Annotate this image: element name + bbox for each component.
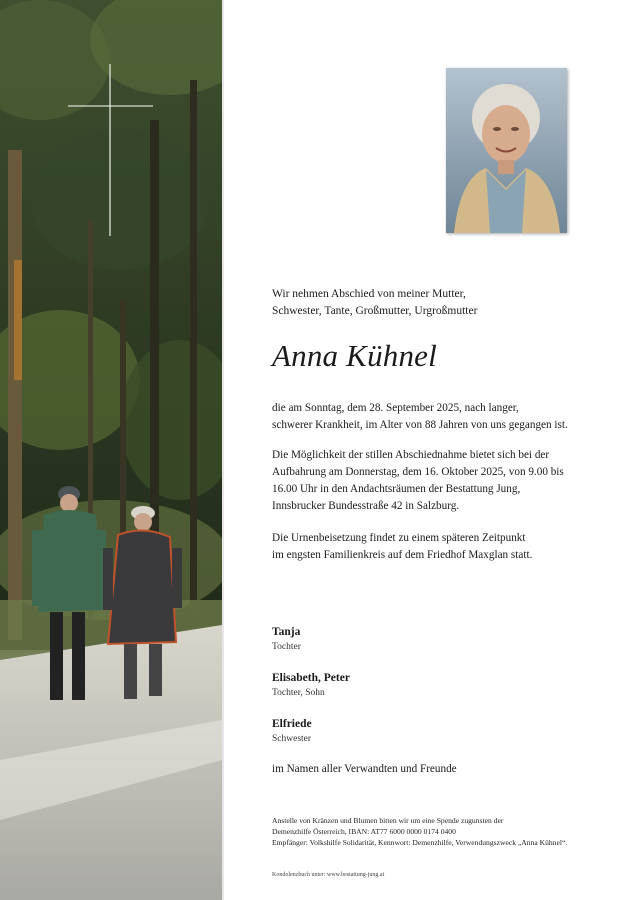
signer-name: Tanja [272, 626, 301, 638]
forest-path-photo [0, 0, 222, 900]
donation-line-2: Demenzhilfe Österreich, IBAN: AT77 6000 0000 0174 0400 [272, 827, 456, 836]
intro-text [272, 286, 477, 320]
signer-name: Elisabeth, Peter [272, 672, 350, 684]
intro-line-2: Schwester, Tante, Großmutter, Urgroßmutter [272, 305, 478, 317]
burial-notice-line-2: im engsten Familienkreis auf dem Friedhof Maxglan statt. [272, 549, 533, 561]
viewing-notice-line-4: Innsbrucker Bundesstraße 42 in Salzburg. [272, 500, 460, 512]
death-notice-line-1: die am Sonntag, dem 28. September 2025, nach langer, [272, 402, 519, 414]
death-notice [272, 400, 602, 434]
portrait-illustration [446, 68, 567, 233]
panel-divider [222, 0, 224, 900]
signer-relation: Tochter, Sohn [272, 688, 325, 698]
donation-line-3: Empfänger: Volkshilfe Solidarität, Kennwort: Demenzhilfe, Verwendungszweck „Anna Kühnel“. [272, 838, 568, 847]
viewing-notice [272, 447, 602, 515]
death-notice-line-2: schwerer Krankheit, im Alter von 88 Jahren von uns gegangen ist. [272, 419, 568, 431]
burial-notice-line-1: Die Urnenbeisetzung findet zu einem späteren Zeitpunkt [272, 532, 526, 544]
donation-line-1: Anstelle von Kränzen und Blumen bitten wir um eine Spende zugunsten der [272, 816, 504, 825]
portrait-photo [446, 68, 567, 233]
deceased-name: Anna Kühnel [272, 338, 437, 373]
forest-path-illustration [0, 0, 222, 900]
viewing-notice-line-1: Die Möglichkeit der stillen Abschiednahme bietet sich bei der [272, 449, 550, 461]
condolence-book-link[interactable]: Kondolenzbuch unter: www.bestattung-jung.at [272, 872, 385, 878]
signer-name: Elfriede [272, 718, 312, 730]
relatives-line: im Namen aller Verwandten und Freunde [272, 763, 457, 775]
donation-notice [272, 815, 622, 848]
signer-relation: Tochter [272, 642, 301, 652]
burial-notice [272, 530, 602, 564]
viewing-notice-line-2: Aufbahrung am Donnerstag, dem 16. Oktober 2025, von 9.00 bis [272, 466, 564, 478]
intro-line-1: Wir nehmen Abschied von meiner Mutter, [272, 288, 466, 300]
signer-relation: Schwester [272, 734, 312, 744]
viewing-notice-line-3: 16.00 Uhr in den Andachtsräumen der Bestattung Jung, [272, 483, 521, 495]
